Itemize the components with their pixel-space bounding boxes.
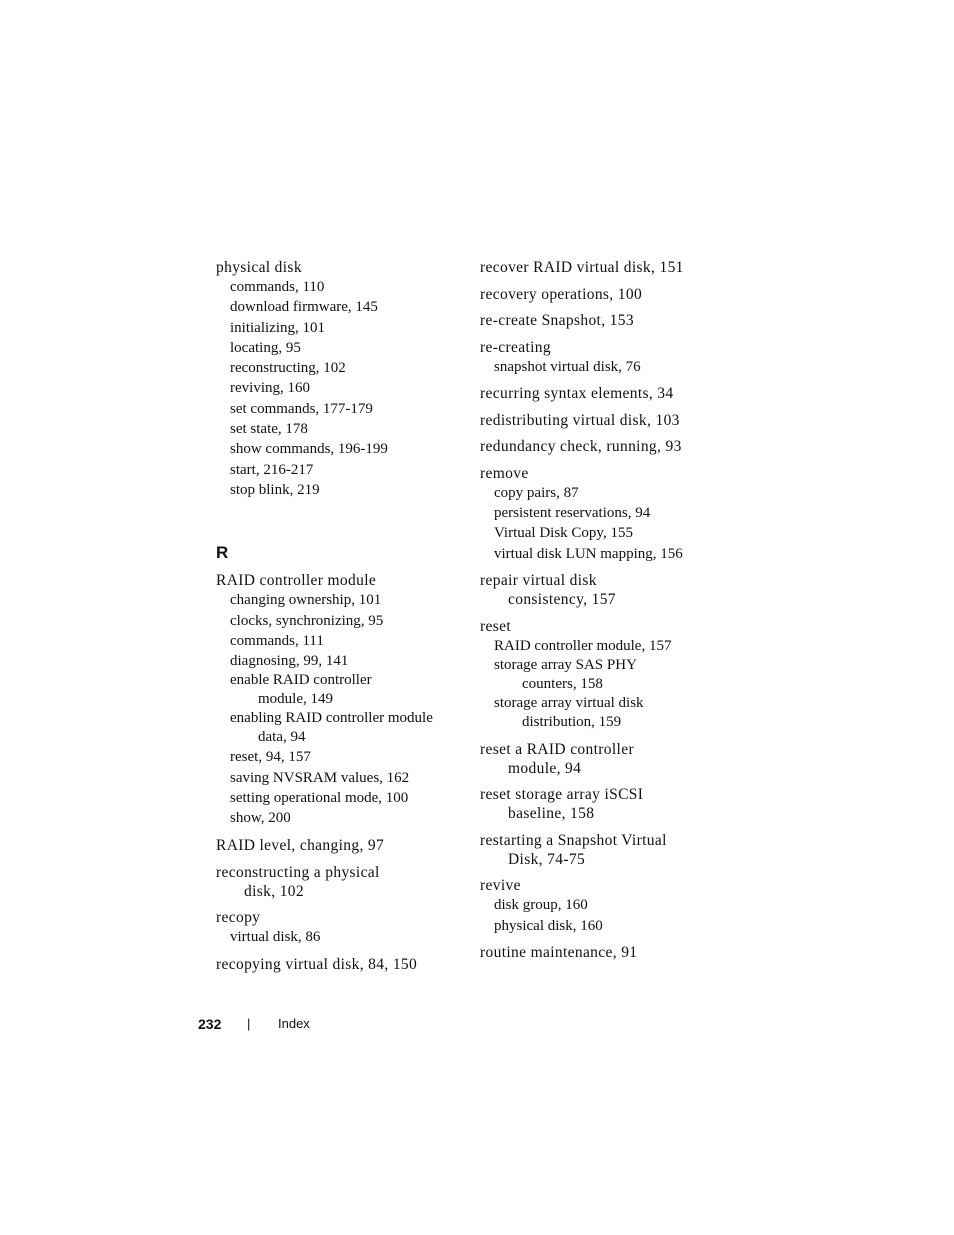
index-subterm: initializing, 101: [230, 319, 325, 336]
index-term: remove: [480, 464, 529, 482]
index-term: recurring syntax elements, 34: [480, 385, 674, 403]
index-subterm: locating, 95: [230, 339, 301, 356]
index-subterm: copy pairs, 87: [494, 484, 579, 501]
index-term: physical disk: [216, 259, 302, 276]
index-entry: [480, 876, 720, 936]
index-subterm-continuation: data, 94: [258, 729, 306, 746]
index-subentry: [480, 523, 720, 543]
index-subterm: virtual disk LUN mapping, 156: [494, 545, 683, 562]
index-entry: [216, 258, 466, 500]
index-term: recopying virtual disk, 84, 150: [216, 955, 418, 973]
index-subentry: [480, 895, 720, 915]
index-subentry: [216, 768, 466, 788]
index-term: re-create Snapshot, 153: [480, 312, 634, 329]
index-subterm: download firmware, 145: [230, 299, 378, 316]
index-subterm-continuation: counters, 158: [522, 676, 603, 693]
index-term: reconstructing a physical: [216, 863, 380, 881]
index-subentry: [480, 694, 720, 732]
index-subentry: [216, 358, 466, 378]
index-subterm: reconstructing, 102: [230, 360, 346, 377]
index-subentry: [216, 631, 466, 651]
index-subentry: [216, 651, 466, 671]
index-entry: [480, 437, 720, 456]
index-term-continuation: baseline, 158: [508, 805, 595, 823]
index-term: redistributing virtual disk, 103: [480, 411, 680, 429]
index-subterm: enable RAID controller: [230, 672, 372, 689]
index-subentry: [480, 916, 720, 936]
index-subterm: RAID controller module, 157: [494, 637, 672, 654]
index-subterm: reset, 94, 157: [230, 749, 311, 766]
index-subentry: [216, 927, 466, 947]
index-subterm: stop blink, 219: [230, 481, 320, 498]
index-subterm: enabling RAID controller module: [230, 710, 433, 727]
index-subterm: show, 200: [230, 810, 291, 827]
index-entry: [216, 955, 466, 974]
page-number: 232: [198, 1016, 222, 1032]
index-subentry: [216, 480, 466, 500]
index-subentry: [216, 788, 466, 808]
index-subterm: clocks, synchronizing, 95: [230, 612, 384, 629]
index-subterm: disk group, 160: [494, 897, 588, 914]
index-entry: [480, 338, 720, 377]
index-subterm: set commands, 177-179: [230, 400, 373, 417]
index-term: recopy: [216, 909, 261, 927]
index-term-continuation: Disk, 74-75: [508, 850, 586, 868]
index-subterm: virtual disk, 86: [230, 929, 321, 946]
index-term: reset: [480, 617, 512, 635]
index-term-continuation: disk, 102: [244, 882, 304, 900]
index-term: repair virtual disk: [480, 572, 597, 590]
index-entry: [480, 571, 720, 609]
index-subentry: [216, 709, 466, 747]
index-term: RAID level, changing, 97: [216, 837, 385, 855]
index-subterm: diagnosing, 99, 141: [230, 653, 349, 670]
index-block-physical-disk: [216, 258, 466, 500]
index-subentry: [480, 483, 720, 503]
index-subterm: physical disk, 160: [494, 917, 603, 934]
index-subterm: reviving, 160: [230, 380, 310, 397]
index-subterm: changing ownership, 101: [230, 592, 382, 609]
index-subterm: Virtual Disk Copy, 155: [494, 525, 633, 542]
index-subentry: [216, 318, 466, 338]
index-term: reset storage array iSCSI: [480, 786, 644, 804]
index-entry: [480, 740, 720, 778]
index-entry: [480, 285, 720, 304]
section-letter: R: [216, 543, 229, 563]
index-column-right: [480, 258, 720, 970]
index-term: redundancy check, running, 93: [480, 438, 682, 456]
index-subterm: storage array virtual disk: [494, 695, 644, 712]
index-entry: [480, 617, 720, 732]
index-term: recover RAID virtual disk, 151: [480, 259, 684, 276]
index-entry: [216, 908, 466, 947]
index-entry: [216, 571, 466, 828]
index-subentry: [216, 277, 466, 297]
index-term: restarting a Snapshot Virtual: [480, 831, 667, 849]
index-subentry: [216, 671, 466, 709]
index-entry: [216, 863, 466, 901]
index-subentry: [216, 378, 466, 398]
index-subterm: snapshot virtual disk, 76: [494, 358, 641, 375]
index-subterm-continuation: distribution, 159: [522, 714, 622, 731]
index-subentry: [216, 611, 466, 631]
index-term-continuation: consistency, 157: [508, 591, 616, 609]
index-entry: [480, 831, 720, 869]
footer-title: Index: [278, 1016, 310, 1031]
index-subentry: [216, 439, 466, 459]
index-subentry: [216, 297, 466, 317]
index-subentry: [480, 357, 720, 377]
index-subentry: [480, 656, 720, 694]
index-subentry: [216, 590, 466, 610]
index-block-r: [216, 571, 466, 974]
index-subentry: [216, 808, 466, 828]
index-subterm-continuation: module, 149: [258, 691, 333, 708]
index-subterm: start, 216-217: [230, 461, 314, 478]
index-subentry: [216, 338, 466, 358]
index-subterm: commands, 111: [230, 632, 324, 649]
footer-separator: |: [247, 1016, 251, 1031]
index-term: re-creating: [480, 338, 551, 356]
index-subterm: setting operational mode, 100: [230, 790, 409, 807]
index-term: reset a RAID controller: [480, 740, 634, 758]
index-subentry: [216, 419, 466, 439]
index-entry: [216, 836, 466, 855]
index-term: revive: [480, 877, 521, 895]
index-subterm: set state, 178: [230, 421, 308, 438]
index-subentry: [216, 460, 466, 480]
index-term-continuation: module, 94: [508, 759, 582, 777]
index-column-left: [216, 258, 466, 981]
index-entry: [480, 411, 720, 430]
index-subterm: saving NVSRAM values, 162: [230, 769, 410, 786]
index-subterm: commands, 110: [230, 279, 325, 295]
index-subterm: storage array SAS PHY: [494, 657, 637, 674]
index-entry: [480, 384, 720, 403]
index-term: routine maintenance, 91: [480, 944, 638, 962]
index-entry: [480, 258, 720, 277]
index-subterm: persistent reservations, 94: [494, 505, 651, 522]
index-entry: [480, 311, 720, 330]
index-entry: [480, 464, 720, 564]
index-subterm: show commands, 196-199: [230, 441, 388, 458]
index-subentry: [216, 747, 466, 767]
index-term: recovery operations, 100: [480, 285, 643, 303]
index-subentry: [480, 636, 720, 656]
index-subentry: [480, 544, 720, 564]
index-entry: [480, 785, 720, 823]
index-term: RAID controller module: [216, 572, 377, 590]
index-entry: [480, 943, 720, 962]
index-subentry: [216, 399, 466, 419]
index-subentry: [480, 503, 720, 523]
